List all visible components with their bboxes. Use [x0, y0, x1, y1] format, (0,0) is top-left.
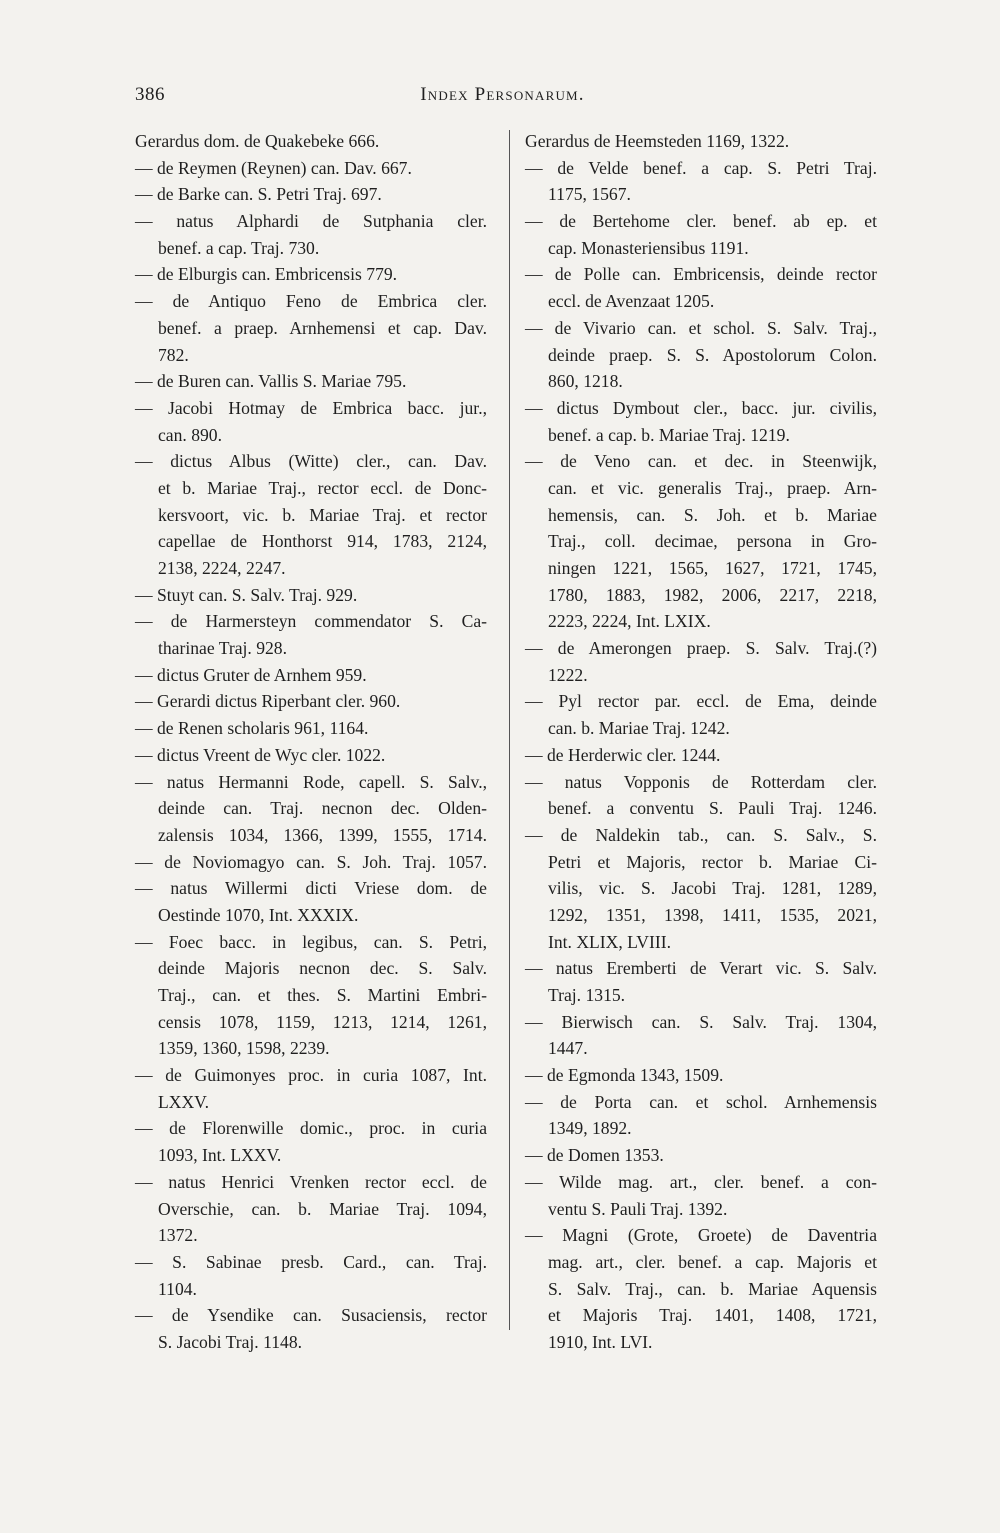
index-entry-line: — Wilde mag. art., cler. benef. a con-	[525, 1171, 877, 1192]
index-entry-line: — natus Willermi dicti Vriese dom. de	[135, 878, 487, 899]
index-entry-line: — Pyl rector par. eccl. de Ema, deinde	[525, 691, 877, 712]
index-entry-line: — Magni (Grote, Groete) de Daventria	[525, 1225, 877, 1246]
index-entry-line: 1910, Int. LVI.	[548, 1331, 653, 1352]
index-entry-line: S. Jacobi Traj. 1148.	[158, 1331, 303, 1352]
index-entry-line: vilis, vic. S. Jacobi Traj. 1281, 1289,	[548, 878, 877, 899]
index-entry-line: Petri et Majoris, rector b. Mariae Ci-	[548, 851, 877, 872]
index-entry-line: — de Ysendike can. Susaciensis, rector	[135, 1305, 487, 1326]
index-entry-line: Int. XLIX, LVIII.	[548, 931, 671, 952]
index-entry-line: ningen 1221, 1565, 1627, 1721, 1745,	[548, 558, 877, 578]
page-header	[135, 84, 870, 114]
index-entry-line: — de Bertehome cler. benef. ab ep. et	[525, 211, 877, 232]
index-entry-line: — de Barke can. S. Petri Traj. 697.	[135, 184, 382, 205]
index-entry-line: Gerardus dom. de Quakebeke 666.	[135, 131, 380, 151]
index-entry-line: — de Egmonda 1343, 1509.	[525, 1065, 724, 1086]
index-entry-line: — Stuyt can. S. Salv. Traj. 929.	[135, 584, 358, 605]
index-entry-line: tharinae Traj. 928.	[158, 638, 288, 659]
index-entry-line: 1372.	[158, 1225, 198, 1246]
index-entry-line: benef. a praep. Arnhemensi et cap. Dav.	[158, 317, 487, 338]
index-entry-line: — de Buren can. Vallis S. Mariae 795.	[135, 371, 407, 392]
index-entry-line: — natus Alphardi de Sutphania cler.	[135, 211, 487, 232]
index-entry-line: — de Antiquo Feno de Embrica cler.	[135, 291, 487, 312]
index-entry-line: — de Renen scholaris 961, 1164.	[135, 718, 369, 739]
index-entry-line: — S. Sabinae presb. Card., can. Traj.	[135, 1251, 487, 1272]
index-entry-line: et b. Mariae Traj., rector eccl. de Donc-	[158, 477, 487, 498]
index-entry-line: 1093, Int. LXXV.	[158, 1145, 282, 1166]
index-entry-line: — natus Hermanni Rode, capell. S. Salv.,	[135, 771, 487, 792]
index-entry-line: 1292, 1351, 1398, 1411, 1535, 2021,	[548, 904, 877, 925]
index-entry-line: — de Vivario can. et schol. S. Salv. Traj.,	[525, 317, 877, 338]
index-entry-line: capellae de Honthorst 914, 1783, 2124,	[158, 531, 487, 552]
page-number: 386	[135, 84, 165, 105]
index-entry-line: 1359, 1360, 1598, 2239.	[158, 1038, 330, 1059]
index-entry-line: Oestinde 1070, Int. XXXIX.	[158, 904, 359, 925]
index-entry-line: can. et vic. generalis Traj., praep. Arn-	[548, 477, 877, 498]
index-entry-line: — Gerardi dictus Riperbant cler. 960.	[135, 691, 401, 712]
index-entry-line: 1780, 1883, 1982, 2006, 2217, 2218,	[548, 584, 877, 605]
index-entry-line: 860, 1218.	[548, 371, 623, 392]
index-entry-line: 2223, 2224, Int. LXIX.	[548, 611, 711, 632]
index-entry-line: Traj., can. et thes. S. Martini Embri-	[158, 985, 487, 1005]
index-entry-line: — dictus Albus (Witte) cler., can. Dav.	[135, 451, 487, 472]
index-entry-line: — natus Eremberti de Verart vic. S. Salv.	[525, 958, 877, 979]
right-column	[525, 128, 877, 1356]
index-entry-line: 2138, 2224, 2247.	[158, 558, 286, 578]
index-entry-line: — de Reymen (Reynen) can. Dav. 667.	[135, 157, 412, 178]
index-entry-line: deinde Majoris necnon dec. S. Salv.	[158, 958, 487, 979]
index-entry-line: 1104.	[158, 1278, 197, 1299]
index-entry-line: deinde can. Traj. necnon dec. Olden-	[158, 798, 487, 819]
index-entry-line: — Jacobi Hotmay de Embrica bacc. jur.,	[135, 397, 487, 418]
index-entry-line: Traj., coll. decimae, persona in Gro-	[548, 531, 877, 552]
index-entry-line: — de Guimonyes proc. in curia 1087, Int.	[135, 1065, 487, 1086]
index-entry-line: eccl. de Avenzaat 1205.	[548, 291, 715, 312]
index-entry-line: benef. a conventu S. Pauli Traj. 1246.	[548, 798, 877, 819]
index-entry-line: Gerardus de Heemsteden 1169, 1322.	[525, 131, 790, 151]
index-entry-line: can. 890.	[158, 424, 223, 445]
index-entry-line: 1447.	[548, 1038, 588, 1059]
column-divider	[509, 130, 510, 1330]
index-entry-line: can. b. Mariae Traj. 1242.	[548, 718, 730, 739]
index-entry-line: cap. Monasteriensibus 1191.	[548, 237, 749, 258]
index-entry-line: — natus Henrici Vrenken rector eccl. de	[135, 1171, 487, 1192]
index-entry-line: kersvoort, vic. b. Mariae Traj. et rector	[158, 504, 487, 525]
index-entry-line: — dictus Dymbout cler., bacc. jur. civilis,	[525, 397, 877, 418]
index-entry-line: — Bierwisch can. S. Salv. Traj. 1304,	[525, 1011, 877, 1032]
index-entry-line: Overschie, can. b. Mariae Traj. 1094,	[158, 1198, 487, 1219]
index-entry-line: — de Harmersteyn commendator S. Ca-	[135, 611, 487, 632]
index-entry-line: benef. a cap. Traj. 730.	[158, 237, 320, 258]
index-entry-line: — de Naldekin tab., can. S. Salv., S.	[525, 824, 877, 845]
index-entry-line: censis 1078, 1159, 1213, 1214, 1261,	[158, 1011, 487, 1032]
index-entry-line: 1222.	[548, 664, 588, 685]
index-entry-line: — Foec bacc. in legibus, can. S. Petri,	[135, 931, 487, 952]
index-entry-line: benef. a cap. b. Mariae Traj. 1219.	[548, 424, 790, 445]
index-entry-line: 782.	[158, 344, 189, 365]
index-entry-line: — dictus Vreent de Wyc cler. 1022.	[135, 744, 386, 765]
index-entry-line: 1175, 1567.	[548, 184, 631, 205]
left-column	[135, 128, 487, 1356]
index-entry-line: — dictus Gruter de Arnhem 959.	[135, 664, 367, 685]
index-entry-line: — de Domen 1353.	[525, 1145, 664, 1166]
index-entry-line: — de Veno can. et dec. in Steenwijk,	[525, 451, 877, 472]
index-entry-line: — de Porta can. et schol. Arnhemensis	[525, 1091, 877, 1112]
index-entry-line: — natus Vopponis de Rotterdam cler.	[525, 771, 877, 792]
index-entry-line: — de Elburgis can. Embricensis 779.	[135, 264, 398, 285]
index-entry-line: LXXV.	[158, 1091, 209, 1112]
index-entry-line: Traj. 1315.	[548, 985, 626, 1005]
index-entry-line: — de Noviomagyo can. S. Joh. Traj. 1057.	[135, 851, 487, 872]
index-entry-line: ventu S. Pauli Traj. 1392.	[548, 1198, 728, 1219]
index-entry-line: zalensis 1034, 1366, 1399, 1555, 1714.	[158, 824, 487, 845]
index-entry-line: mag. art., cler. benef. a cap. Majoris et	[548, 1251, 877, 1272]
index-entry-line: hemensis, can. S. Joh. et b. Mariae	[548, 504, 877, 525]
index-entry-line: et Majoris Traj. 1401, 1408, 1721,	[548, 1305, 877, 1326]
index-entry-line: 1349, 1892.	[548, 1118, 632, 1139]
index-entry-line: — de Polle can. Embricensis, deinde rector	[525, 264, 877, 285]
index-entry-line: — de Amerongen praep. S. Salv. Traj.(?)	[525, 638, 877, 659]
index-entry-line: deinde praep. S. S. Apostolorum Colon.	[548, 344, 877, 365]
index-entry-line: — de Herderwic cler. 1244.	[525, 744, 721, 765]
index-entry-line: — de Velde benef. a cap. S. Petri Traj.	[525, 157, 877, 178]
index-entry-line: S. Salv. Traj., can. b. Mariae Aquensis	[548, 1278, 877, 1299]
running-head: Index Personarum.	[420, 84, 585, 105]
index-entry-line: — de Florenwille domic., proc. in curia	[135, 1118, 487, 1139]
